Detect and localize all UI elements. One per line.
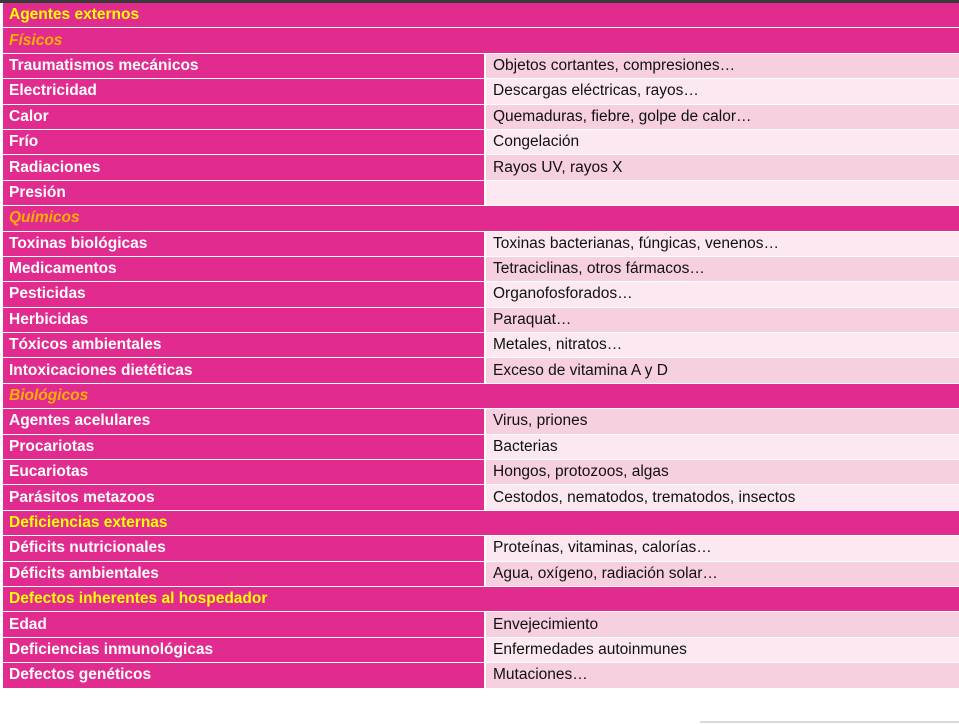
table-row xyxy=(3,536,959,561)
row-value: Congelación xyxy=(486,130,959,154)
subsection-title: Biológicos xyxy=(3,384,959,408)
row-label: Eucariotas xyxy=(3,460,486,484)
section-header xyxy=(3,3,959,28)
table-row xyxy=(3,257,959,282)
section-header xyxy=(3,511,959,536)
row-value: Descargas eléctricas, rayos… xyxy=(486,79,959,103)
row-label: Herbicidas xyxy=(3,308,486,332)
row-value: Cestodos, nematodos, trematodos, insectos xyxy=(486,485,959,509)
row-value: Metales, nitratos… xyxy=(486,333,959,357)
subsection-header xyxy=(3,384,959,409)
table-row xyxy=(3,308,959,333)
subsection-header xyxy=(3,206,959,231)
row-label: Calor xyxy=(3,105,486,129)
row-value: Agua, oxígeno, radiación solar… xyxy=(486,562,959,586)
table-row xyxy=(3,130,959,155)
row-label: Electricidad xyxy=(3,79,486,103)
row-label: Medicamentos xyxy=(3,257,486,281)
table-row xyxy=(3,612,959,637)
row-label: Traumatismos mecánicos xyxy=(3,54,486,78)
row-label: Procariotas xyxy=(3,435,486,459)
row-value: Virus, priones xyxy=(486,409,959,433)
table-row xyxy=(3,282,959,307)
table-row xyxy=(3,181,959,206)
causes-table xyxy=(3,3,959,689)
subsection-header xyxy=(3,28,959,53)
table-row xyxy=(3,358,959,383)
row-label: Radiaciones xyxy=(3,155,486,179)
subsection-title: Físicos xyxy=(3,28,959,52)
row-value: Organofosforados… xyxy=(486,282,959,306)
section-title: Deficiencias externas xyxy=(3,511,959,535)
row-value: Bacterias xyxy=(486,435,959,459)
row-value: Hongos, protozoos, algas xyxy=(486,460,959,484)
row-label: Tóxicos ambientales xyxy=(3,333,486,357)
row-label: Agentes acelulares xyxy=(3,409,486,433)
section-title: Defectos inherentes al hospedador xyxy=(3,587,959,611)
table-row xyxy=(3,54,959,79)
table-row xyxy=(3,79,959,104)
row-label: Toxinas biológicas xyxy=(3,232,486,256)
row-value: Toxinas bacterianas, fúngicas, venenos… xyxy=(486,232,959,256)
row-value: Mutaciones… xyxy=(486,663,959,687)
subsection-title: Químicos xyxy=(3,206,959,230)
row-value: Objetos cortantes, compresiones… xyxy=(486,54,959,78)
row-label: Parásitos metazoos xyxy=(3,485,486,509)
section-title: Agentes externos xyxy=(3,3,959,27)
table-row xyxy=(3,562,959,587)
row-label: Deficiencias inmunológicas xyxy=(3,638,486,662)
row-label: Frío xyxy=(3,130,486,154)
row-label: Edad xyxy=(3,612,486,636)
bottom-rule xyxy=(700,721,959,723)
table-row xyxy=(3,409,959,434)
table-row xyxy=(3,105,959,130)
row-value: Proteínas, vitaminas, calorías… xyxy=(486,536,959,560)
table-row xyxy=(3,638,959,663)
table-row xyxy=(3,155,959,180)
row-value: Enfermedades autoinmunes xyxy=(486,638,959,662)
row-label: Defectos genéticos xyxy=(3,663,486,687)
row-value: Rayos UV, rayos X xyxy=(486,155,959,179)
table-row xyxy=(3,485,959,510)
row-label: Pesticidas xyxy=(3,282,486,306)
row-label: Déficits ambientales xyxy=(3,562,486,586)
row-label: Presión xyxy=(3,181,486,205)
row-value: Exceso de vitamina A y D xyxy=(486,358,959,382)
table-row xyxy=(3,460,959,485)
row-value: Envejecimiento xyxy=(486,612,959,636)
table-row xyxy=(3,333,959,358)
row-value xyxy=(486,181,959,205)
table-row xyxy=(3,232,959,257)
row-label: Déficits nutricionales xyxy=(3,536,486,560)
section-header xyxy=(3,587,959,612)
table-row xyxy=(3,435,959,460)
row-label: Intoxicaciones dietéticas xyxy=(3,358,486,382)
row-value: Quemaduras, fiebre, golpe de calor… xyxy=(486,105,959,129)
row-value: Tetraciclinas, otros fármacos… xyxy=(486,257,959,281)
row-value: Paraquat… xyxy=(486,308,959,332)
table-row xyxy=(3,663,959,688)
